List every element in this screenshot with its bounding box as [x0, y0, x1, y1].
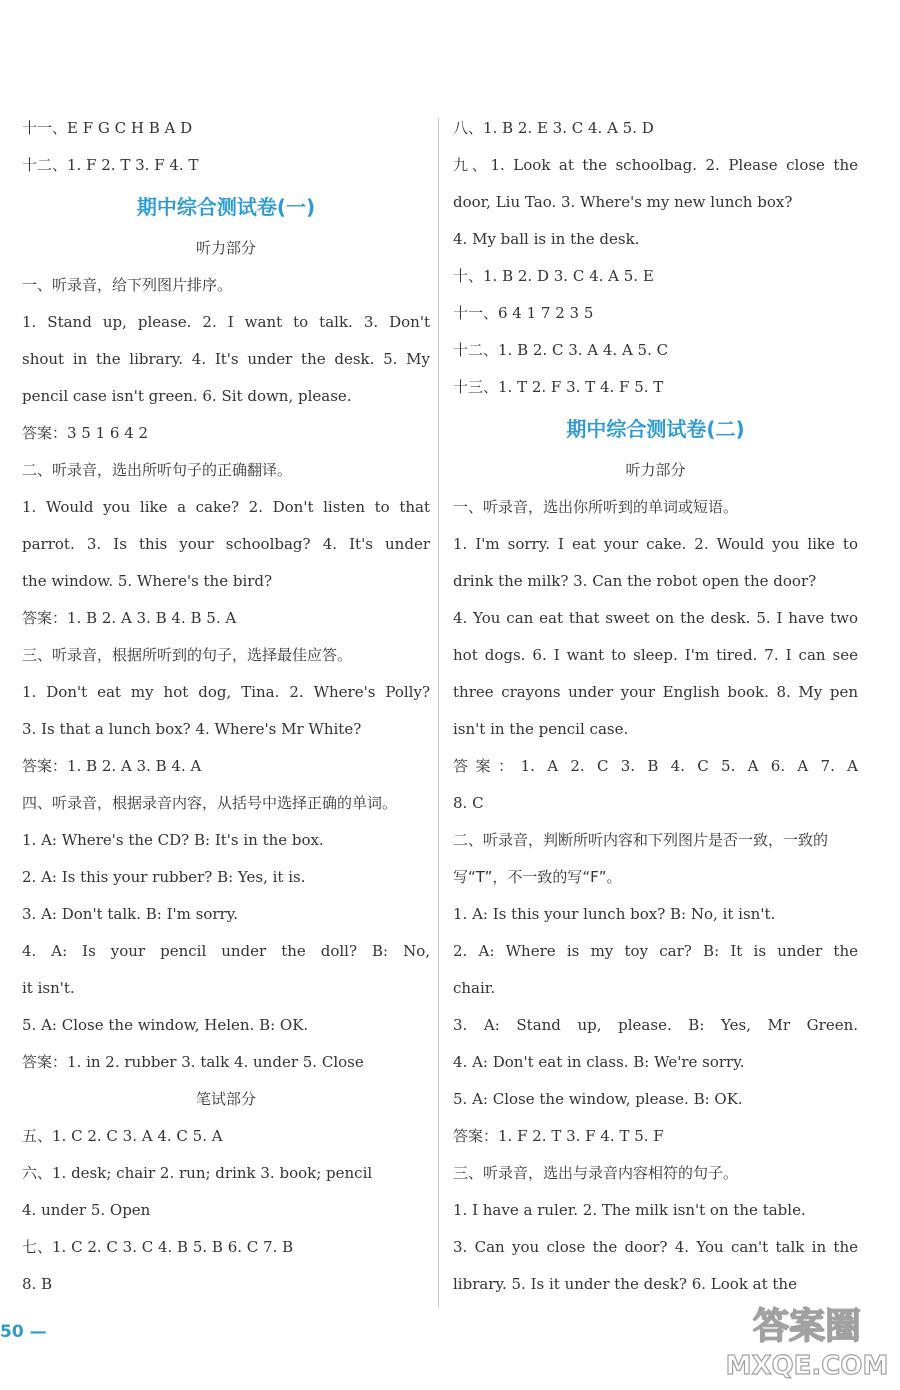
text-line: 1. A: Is this your lunch box? B: No, it isn't.: [453, 905, 776, 923]
page-number-value: 50: [0, 1322, 24, 1342]
text-line: 九、1. Look at the schoolbag. 2. Please close the: [453, 156, 858, 174]
text-line: 答案：3 5 1 6 4 2: [22, 424, 149, 442]
text-line: 8. B: [22, 1275, 53, 1293]
text-line: shout in the library. 4. It's under the desk. 5. My: [22, 350, 430, 368]
question-heading: 四、听录音，根据录音内容，从括号中选择正确的单词。: [22, 794, 398, 812]
text-line: 六、1. desk; chair 2. run; drink 3. book; pencil: [22, 1164, 373, 1182]
text-line: 十一、E F G C H B A D: [22, 119, 193, 137]
text-line: 答案：1. B 2. A 3. B 4. A: [22, 757, 202, 775]
text-line: 1. A: Where's the CD? B: It's in the box.: [22, 831, 324, 849]
page-number: 50 —: [0, 1322, 47, 1342]
column-divider: [438, 118, 439, 1308]
section-title: 期中综合测试卷(二): [566, 417, 745, 441]
text-line: 答案：1. in 2. rubber 3. talk 4. under 5. Close: [22, 1053, 364, 1071]
question-heading: 一、听录音，给下列图片排序。: [22, 276, 233, 294]
text-line: 3. Can you close the door? 4. You can't talk in the: [453, 1238, 858, 1256]
section-title: 期中综合测试卷(一): [136, 195, 316, 219]
text-line: 十、1. B 2. D 3. C 4. A 5. E: [453, 267, 654, 285]
text-line: 4. A: Don't eat in class. B: We're sorry.: [453, 1053, 745, 1071]
text-line: 七、1. C 2. C 3. C 4. B 5. B 6. C 7. B: [22, 1238, 294, 1256]
text-line: 十三、1. T 2. F 3. T 4. F 5. T: [453, 378, 664, 396]
text-line: 十二、1. F 2. T 3. F 4. T: [22, 156, 199, 174]
section-subtitle: 听力部分: [195, 239, 256, 257]
text-line: pencil case isn't green. 6. Sit down, please.: [22, 387, 352, 405]
text-line: 十一、6 4 1 7 2 3 5: [453, 304, 594, 322]
text-line: 八、1. B 2. E 3. C 4. A 5. D: [453, 119, 654, 137]
text-line: 1. Stand up, please. 2. I want to talk. 3. Don't: [22, 313, 430, 331]
text-line: 3. A: Don't talk. B: I'm sorry.: [22, 905, 238, 923]
text-line: 答案：1. A 2. C 3. B 4. C 5. A 6. A 7. A: [453, 757, 858, 775]
text-line: the window. 5. Where's the bird?: [22, 572, 273, 590]
text-line: 五、1. C 2. C 3. A 4. C 5. A: [22, 1127, 223, 1145]
watermark-bottom-text: MXQE.COM: [725, 1351, 889, 1380]
text-line: 8. C: [453, 794, 484, 812]
section-subtitle: 听力部分: [625, 461, 686, 479]
text-line: 答案：1. B 2. A 3. B 4. B 5. A: [22, 609, 237, 627]
text-line: three crayons under your English book. 8. My pen: [453, 683, 858, 701]
text-line: 5. A: Close the window, please. B: OK.: [453, 1090, 743, 1108]
question-heading: 二、听录音，选出所听句子的正确翻译。: [22, 461, 293, 479]
text-line: 1. Would you like a cake? 2. Don't listen to that: [22, 498, 430, 516]
text-line: 1. I'm sorry. I eat your cake. 2. Would you like to: [453, 535, 858, 553]
text-line: drink the milk? 3. Can the robot open the door?: [453, 572, 817, 590]
section-subtitle: 笔试部分: [195, 1090, 256, 1108]
text-line: 3. Is that a lunch box? 4. Where's Mr White?: [22, 720, 362, 738]
question-heading: 一、听录音，选出你所听到的单词或短语。: [453, 498, 739, 516]
text-line: door, Liu Tao. 3. Where's my new lunch box?: [453, 193, 793, 211]
text-line: 5. A: Close the window, Helen. B: OK.: [22, 1016, 309, 1034]
text-line: 十二、1. B 2. C 3. A 4. A 5. C: [453, 341, 669, 359]
text-line: 2. A: Where is my toy car? B: It is under the: [453, 942, 858, 960]
text-line: 3. A: Stand up, please. B: Yes, Mr Green.: [453, 1016, 858, 1034]
text-line: library. 5. Is it under the desk? 6. Look at the: [453, 1275, 797, 1293]
left-column: [22, 110, 430, 1303]
question-heading: 写“T”，不一致的写“F”。: [453, 868, 622, 886]
question-heading: 三、听录音，根据所听到的句子，选择最佳应答。: [22, 646, 353, 664]
watermark-logo: [722, 1296, 892, 1380]
text-line: it isn't.: [22, 979, 75, 997]
text-line: 答案：1. F 2. T 3. F 4. T 5. F: [453, 1127, 664, 1145]
question-heading: 二、听录音，判断所听内容和下列图片是否一致，一致的: [453, 831, 829, 849]
text-line: hot dogs. 6. I want to sleep. I'm tired. 7. I can see: [453, 646, 858, 664]
text-line: 1. Don't eat my hot dog, Tina. 2. Where's Polly?: [22, 683, 430, 701]
text-line: 4. under 5. Open: [22, 1201, 151, 1219]
text-line: 4. A: Is your pencil under the doll? B: No,: [22, 942, 430, 960]
text-line: 4. My ball is in the desk.: [453, 230, 640, 248]
text-line: isn't in the pencil case.: [453, 720, 629, 738]
text-line: 1. I have a ruler. 2. The milk isn't on the table.: [453, 1201, 806, 1219]
text-line: 2. A: Is this your rubber? B: Yes, it is.: [22, 868, 306, 886]
text-line: chair.: [453, 979, 496, 997]
right-column: [453, 110, 858, 1303]
question-heading: 三、听录音，选出与录音内容相符的句子。: [453, 1164, 739, 1182]
watermark-top-text: 答案圈: [752, 1306, 862, 1347]
text-line: 4. You can eat that sweet on the desk. 5. I have two: [453, 609, 858, 627]
text-line: parrot. 3. Is this your schoolbag? 4. It's under: [22, 535, 430, 553]
